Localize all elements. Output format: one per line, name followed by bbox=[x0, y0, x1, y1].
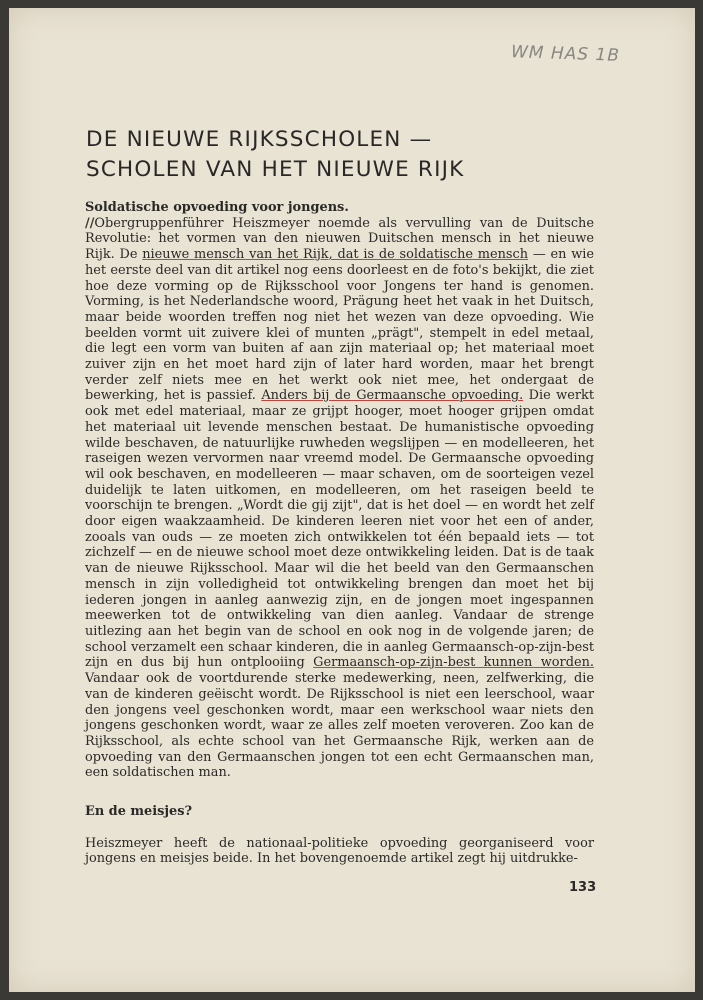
section-heading-meisjes: En de meisjes? bbox=[85, 804, 193, 820]
text-run-1: Obergruppenführer Heiszmeyer noemde als vervulling van de Duitsche Revolutie: het vormen van den nieuwen Duitschen mensch in het nieuwe Rijk. De bbox=[85, 215, 594, 263]
margin-mark: // bbox=[85, 215, 95, 231]
title-line-2: SCHOLEN VAN HET NIEUWE RIJK bbox=[86, 157, 465, 182]
underlined-phrase-1: nieuwe mensch van het Rijk, dat is de soldatische mensch bbox=[142, 247, 529, 263]
text-run-2: — en wie het eerste deel van dit artikel nog eens doorleest en de foto's bekijkt, die ziet hoe deze vorming op de Rijksschool voor Jongens ter hand is genomen. Vorming, is het Nederlandsche woord, Prägung heet het vaak in het Duitsch, maar beide woorden treffen nog niet het wezen van deze opvoeding. Wie beelden vormt uit zuivere klei of munten „prägt", stempelt in edel metaal, die legt een vorm van buiten af aan zijn materiaal op; het materiaal moet zuiver zijn en het moet hard zijn of later hard worden, maar het brengt verder zelf niets mee en het werkt ook niet mee, het ondergaat de bewerking, het is passief. bbox=[85, 247, 594, 404]
article-title bbox=[86, 125, 464, 185]
document-page bbox=[9, 8, 695, 992]
title-line-1: DE NIEUWE RIJKSSCHOLEN — bbox=[86, 127, 433, 152]
text-run-3: Die werkt ook met edel materiaal, maar ze grijpt hooger, moet hooger grijpen omdat het materiaal uit levende menschen bestaat. De humanistische opvoeding wilde beschaven, de natuurlijke ruwheden wegslijpen — en modelleeren, het raseigen wezen vervormen naar vreemd model. De Germaansche opvoeding wil ook beschaven, en modelleeren — maar schaven, om de soorteigen vezel duidelijk te laten uitkomen, en modelleeren, om het raseigen beeld te voorschijn te brengen. „Wordt die gij zijt", dat is het doel — en wordt het zelf door eigen waakzaamheid. De kinderen leeren niet voor het een of ander, zooals van ouds — ze moeten zich ontwikkelen tot één bepaald iets — tot zichzelf — en de nieuwe school moet deze ontwikkeling leiden. Dat is de taak van de nieuwe Rijksschool. Maar wil die het beeld van den Germaanschen mensch in zijn volledigheid tot ontwikkeling brengen dan moet het bij iederen jongen in aanleg aanwezig zijn, en de jongen moet ingespannen meewerken tot de ontwikkeling van dien aanleg. Vandaar de strenge uitlezing aan het begin van de school en ook nog in de volgende jaren; de school verzamelt een schaar kinderen, die in aanleg Germaansch-op-zijn-best zijn en dus bij hun ontplooiing bbox=[85, 388, 595, 671]
paragraph-soldatische bbox=[85, 216, 594, 781]
text-run-4: Vandaar ook de voortdurende sterke medewerking, neen, zelfwerking, die van de kinderen geëischt wordt. De Rijksschool is niet een leerschool, waar den jongens veel geschonken wordt, maar een werkschool waar niets den jongens geschonken wordt, waar ze alles zelf moeten veroveren. Zoo kan de Rijksschool, als echte school van het Germaansche Rijk, werken aan de opvoeding van den Germaanschen jongen tot een echt Germaanschen man, een soldatischen man. bbox=[85, 671, 594, 781]
section-heading-soldatische: Soldatische opvoeding voor jongens. bbox=[85, 200, 349, 215]
article-body bbox=[85, 200, 594, 867]
underlined-phrase-2: Anders bij de Germaansche opvoeding. bbox=[261, 388, 524, 404]
paragraph-meisjes: Heiszmeyer heeft de nationaal-politieke opvoeding georganiseerd voor jongens en meisjes beide. In het bovengenoemde artikel zegt hij uitdrukke- bbox=[85, 835, 594, 867]
page-number: 133 bbox=[569, 880, 597, 895]
underlined-phrase-3: Germaansch-op-zijn-best kunnen worden. bbox=[313, 655, 595, 671]
pencil-annotation: WM HAS 1B bbox=[510, 42, 621, 66]
